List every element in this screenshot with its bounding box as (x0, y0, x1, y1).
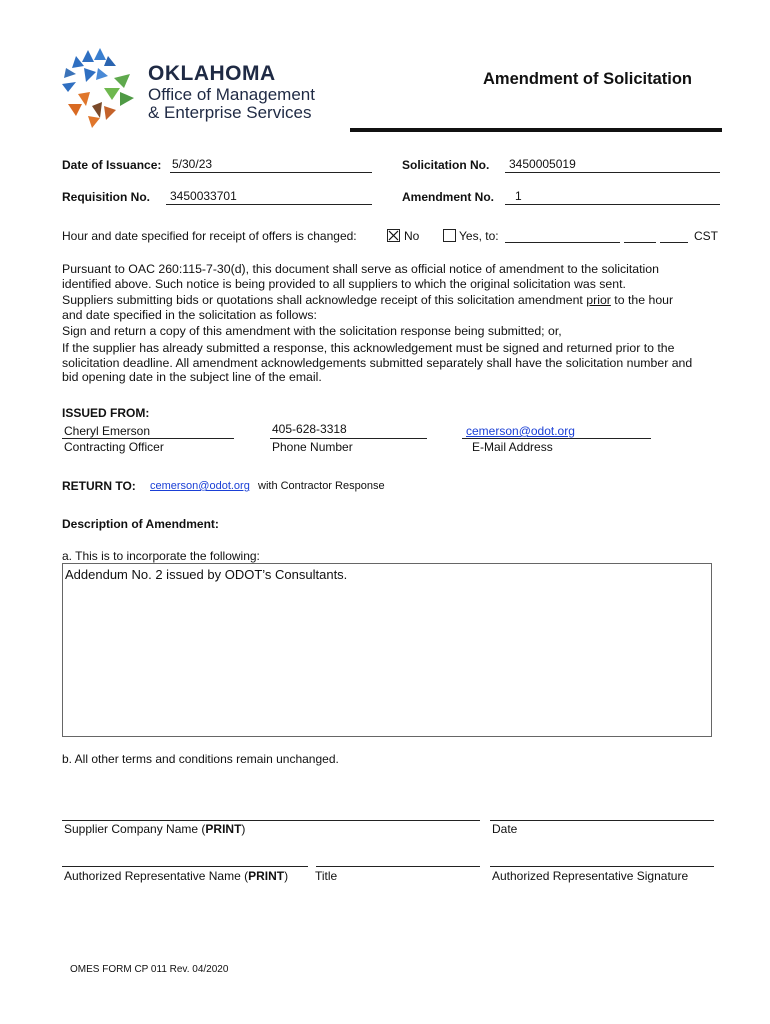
date-caption: Date (492, 822, 518, 836)
requisition-field[interactable] (166, 189, 372, 205)
notice-p4b: solicitation deadline. All amendment acknowledgements submitted separately shall have the solicitation number and (62, 355, 693, 370)
date-line[interactable] (490, 820, 714, 821)
return-to-email-link[interactable]: cemerson@odot.org (150, 480, 250, 492)
date-of-issuance-field[interactable] (170, 157, 372, 173)
issuer-phone-caption: Phone Number (272, 440, 353, 454)
return-to-suffix: with Contractor Response (258, 480, 385, 492)
title-caption: Title (315, 869, 338, 883)
yes-date-field[interactable] (505, 228, 620, 243)
amendment-value: 1 (515, 189, 522, 203)
yes-label: Yes, to: (459, 229, 499, 243)
rep-name-caption: Authorized Representative Name (PRINT) (64, 869, 289, 883)
yes-hour-field[interactable] (624, 228, 656, 243)
notice-p2b: and date specified in the solicitation as follows: (62, 307, 317, 322)
notice-p2a-text: Suppliers submitting bids or quotations shall acknowledge receipt of this solicitation amendment (62, 293, 587, 308)
solicitation-label: Solicitation No. (402, 158, 490, 172)
requisition-value: 3450033701 (170, 189, 237, 203)
yes-checkbox[interactable] (443, 229, 456, 242)
no-checkbox[interactable] (387, 229, 400, 242)
description-heading: Description of Amendment: (62, 517, 219, 531)
amendment-field[interactable] (505, 189, 720, 205)
logo-state: OKLAHOMA (148, 62, 276, 85)
notice-p3: Sign and return a copy of this amendment with the solicitation response being submitted; or, (62, 324, 562, 339)
issued-from-heading: ISSUED FROM: (62, 406, 150, 420)
issuer-email-link[interactable]: cemerson@odot.org (466, 424, 575, 438)
logo-line1: Office of Management (148, 85, 315, 104)
logo-line2: & Enterprise Services (148, 103, 312, 122)
rep-signature-line[interactable] (490, 866, 714, 867)
notice-p2a (62, 293, 722, 308)
item-a-label: a. This is to incorporate the following: (62, 549, 260, 563)
title-line[interactable] (316, 866, 480, 867)
notice-p2a2: to the hour (610, 293, 674, 308)
amendment-label: Amendment No. (402, 190, 495, 204)
notice-p4c: bid opening date in the subject line of the email. (62, 370, 322, 385)
no-label: No (404, 229, 420, 243)
check-x-icon (388, 230, 399, 241)
date-of-issuance-label: Date of Issuance: (62, 158, 162, 172)
supplier-company-caption: Supplier Company Name (PRINT) (64, 822, 246, 836)
notice-p1b: identified above. Such notice is being provided to all suppliers to which the original solicitation was sent. (62, 276, 626, 291)
item-b-label: b. All other terms and conditions remain unchanged. (62, 752, 339, 766)
return-to-label: RETURN TO: (62, 479, 136, 493)
header-rule (350, 128, 722, 132)
yes-minute-field[interactable] (660, 228, 688, 243)
rep-signature-caption: Authorized Representative Signature (492, 869, 689, 883)
omes-logo (58, 48, 348, 130)
notice-p1a: Pursuant to OAC 260:115-7-30(d), this document shall serve as official notice of amendment to the solicitation (62, 262, 659, 276)
issuer-email-field[interactable] (462, 424, 651, 439)
form-footer: OMES FORM CP 011 Rev. 04/2020 (70, 964, 229, 975)
amendment-description-text: Addendum No. 2 issued by ODOT’s Consultants. (65, 567, 348, 582)
issuer-name-field[interactable] (62, 424, 234, 439)
issuer-email-caption: E-Mail Address (472, 440, 553, 454)
date-of-issuance-value: 5/30/23 (172, 157, 213, 171)
issuer-name: Cheryl Emerson (64, 424, 151, 438)
offer-change-question: Hour and date specified for receipt of offers is changed: (62, 229, 357, 243)
rep-name-line[interactable] (62, 866, 308, 867)
omes-logo-mark (58, 48, 138, 130)
supplier-company-line[interactable] (62, 820, 480, 821)
issuer-phone-field[interactable] (270, 422, 427, 439)
issuer-phone: 405-628-3318 (272, 422, 347, 436)
notice-prior: prior (586, 293, 611, 308)
solicitation-field[interactable] (505, 157, 720, 173)
requisition-label: Requisition No. (62, 190, 150, 204)
notice-p4a: If the supplier has already submitted a response, this acknowledgement must be signed and returned prior to the (62, 340, 675, 355)
amendment-description-box[interactable] (62, 563, 712, 737)
page-title: Amendment of Solicitation (483, 70, 693, 88)
issuer-name-caption: Contracting Officer (64, 440, 164, 454)
timezone-label: CST (694, 229, 718, 243)
solicitation-value: 3450005019 (509, 157, 576, 171)
notice-text (62, 262, 722, 385)
